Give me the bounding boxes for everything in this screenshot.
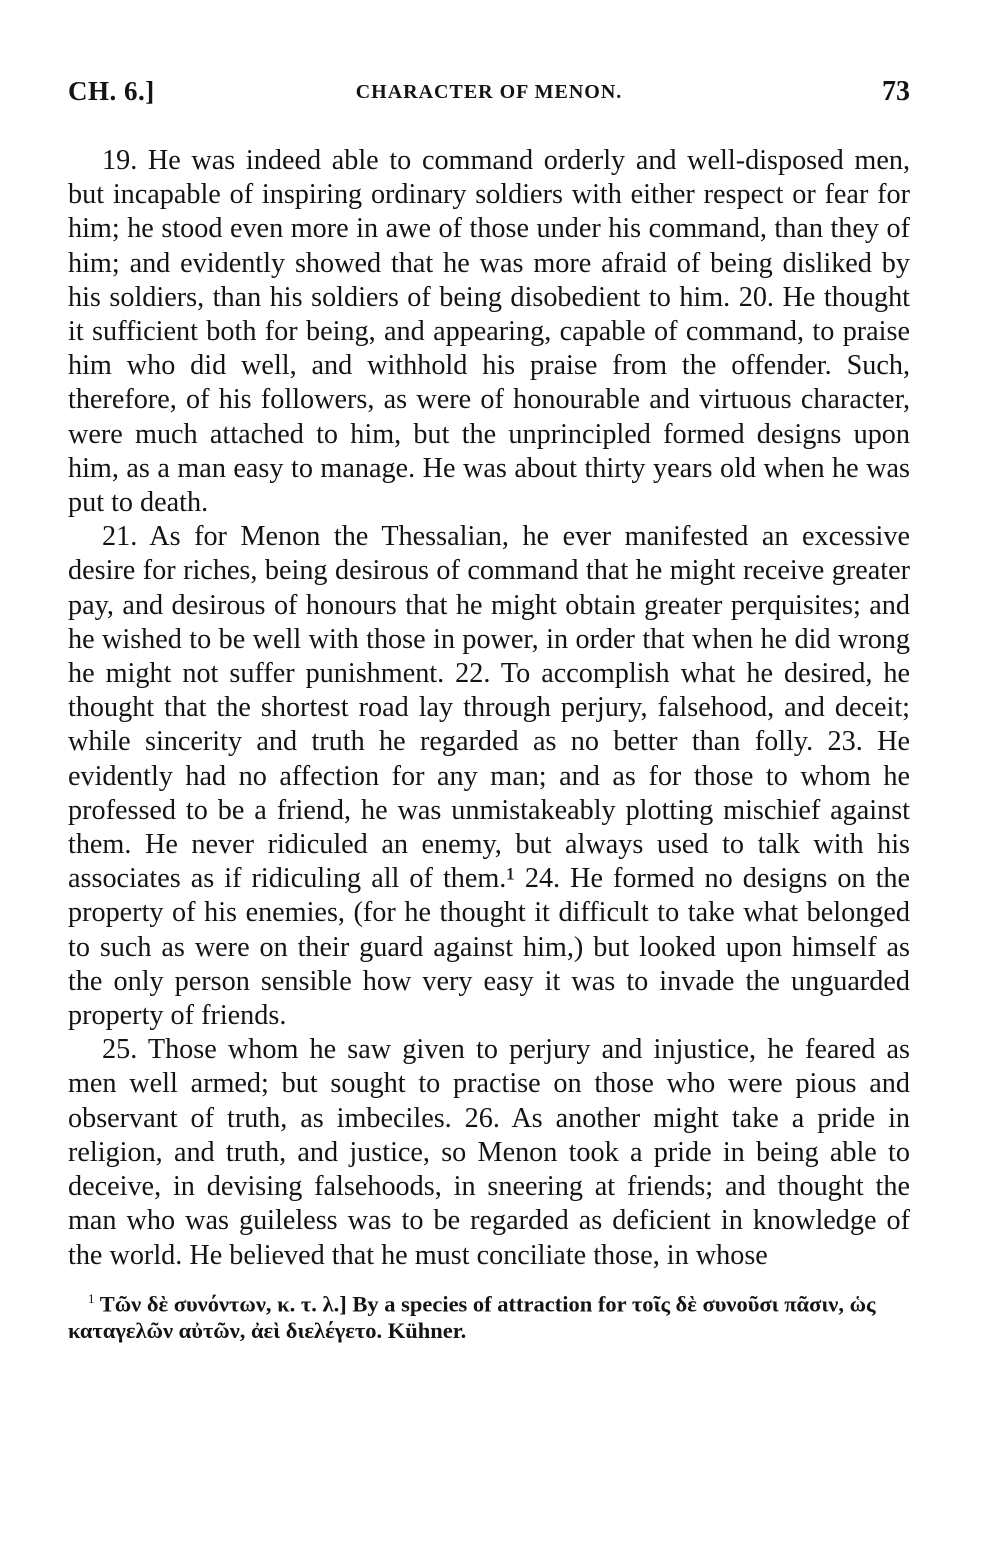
running-head xyxy=(68,76,910,116)
footnote xyxy=(68,1285,910,1345)
body-text xyxy=(68,144,910,1273)
paragraph: 19. He was indeed able to command orderly and well-disposed men, but incapable of inspiring ordinary soldiers with either respect or fear for him; he stood even more in awe of those under his command, than they of him; and evidently showed that he was more afraid of being disliked by his soldiers, than his soldiers of being disobedient to him. 20. He thought it sufficient both for being, and appearing, capable of command, to praise him who did well, and withhold his praise from the offender. Such, therefore, of his followers, as were of honourable and virtuous character, were much attached to him, but the unprincipled formed designs upon him, as a man easy to manage. He was about thirty years old when he was put to death. xyxy=(68,145,910,519)
footnote-text: Τῶν δὲ συνόντων, κ. τ. λ.] By a species of attraction for τοῖς δὲ συνοῦσι πᾶσιν, ὡς καταγελῶν αὐτῶν, ἀεὶ διελέγετο. Kühner. xyxy=(68,1291,876,1344)
book-page xyxy=(68,76,910,1344)
page-title: CHARACTER OF MENON. xyxy=(355,81,623,103)
paragraph: 25. Those whom he saw given to perjury and injustice, he feared as men well armed; but sought to practise on those who were pious and observant of truth, as imbeciles. 26. As another might take a pride in religion, and truth, and justice, so Menon took a pride in being able to deceive, in devising falsehoods, in sneering at friends; and thought the man who was guileless was to be regarded as deficient in knowledge of the world. He believed that he must conciliate those, in whose xyxy=(68,1034,910,1271)
page-number: 73 xyxy=(882,76,910,107)
footnote-marker: 1 xyxy=(88,1290,95,1306)
chapter-label: CH. 6.] xyxy=(68,76,155,106)
paragraph: 21. As for Menon the Thessalian, he ever manifested an excessive desire for riches, being desirous of command that he might receive greater pay, and desirous of honours that he might obtain greater perquisites; and he wished to be well with those in power, in order that when he did wrong he might not suffer punishment. 22. To accomplish what he desired, he thought that the shortest road lay through perjury, falsehood, and deceit; while sincerity and truth he regarded as no better than folly. 23. He evidently had no affection for any man; and as for those to whom he professed to be a friend, he was unmistakeably plotting mischief against them. He never ridiculed an enemy, but always used to talk with his associates as if ridiculing all of them.¹ 24. He formed no designs on the property of his enemies, (for he thought it difficult to take what belonged to such as were on their guard against him,) but looked upon himself as the only person sensible how very easy it was to invade the unguarded property of friends. xyxy=(68,521,910,1032)
